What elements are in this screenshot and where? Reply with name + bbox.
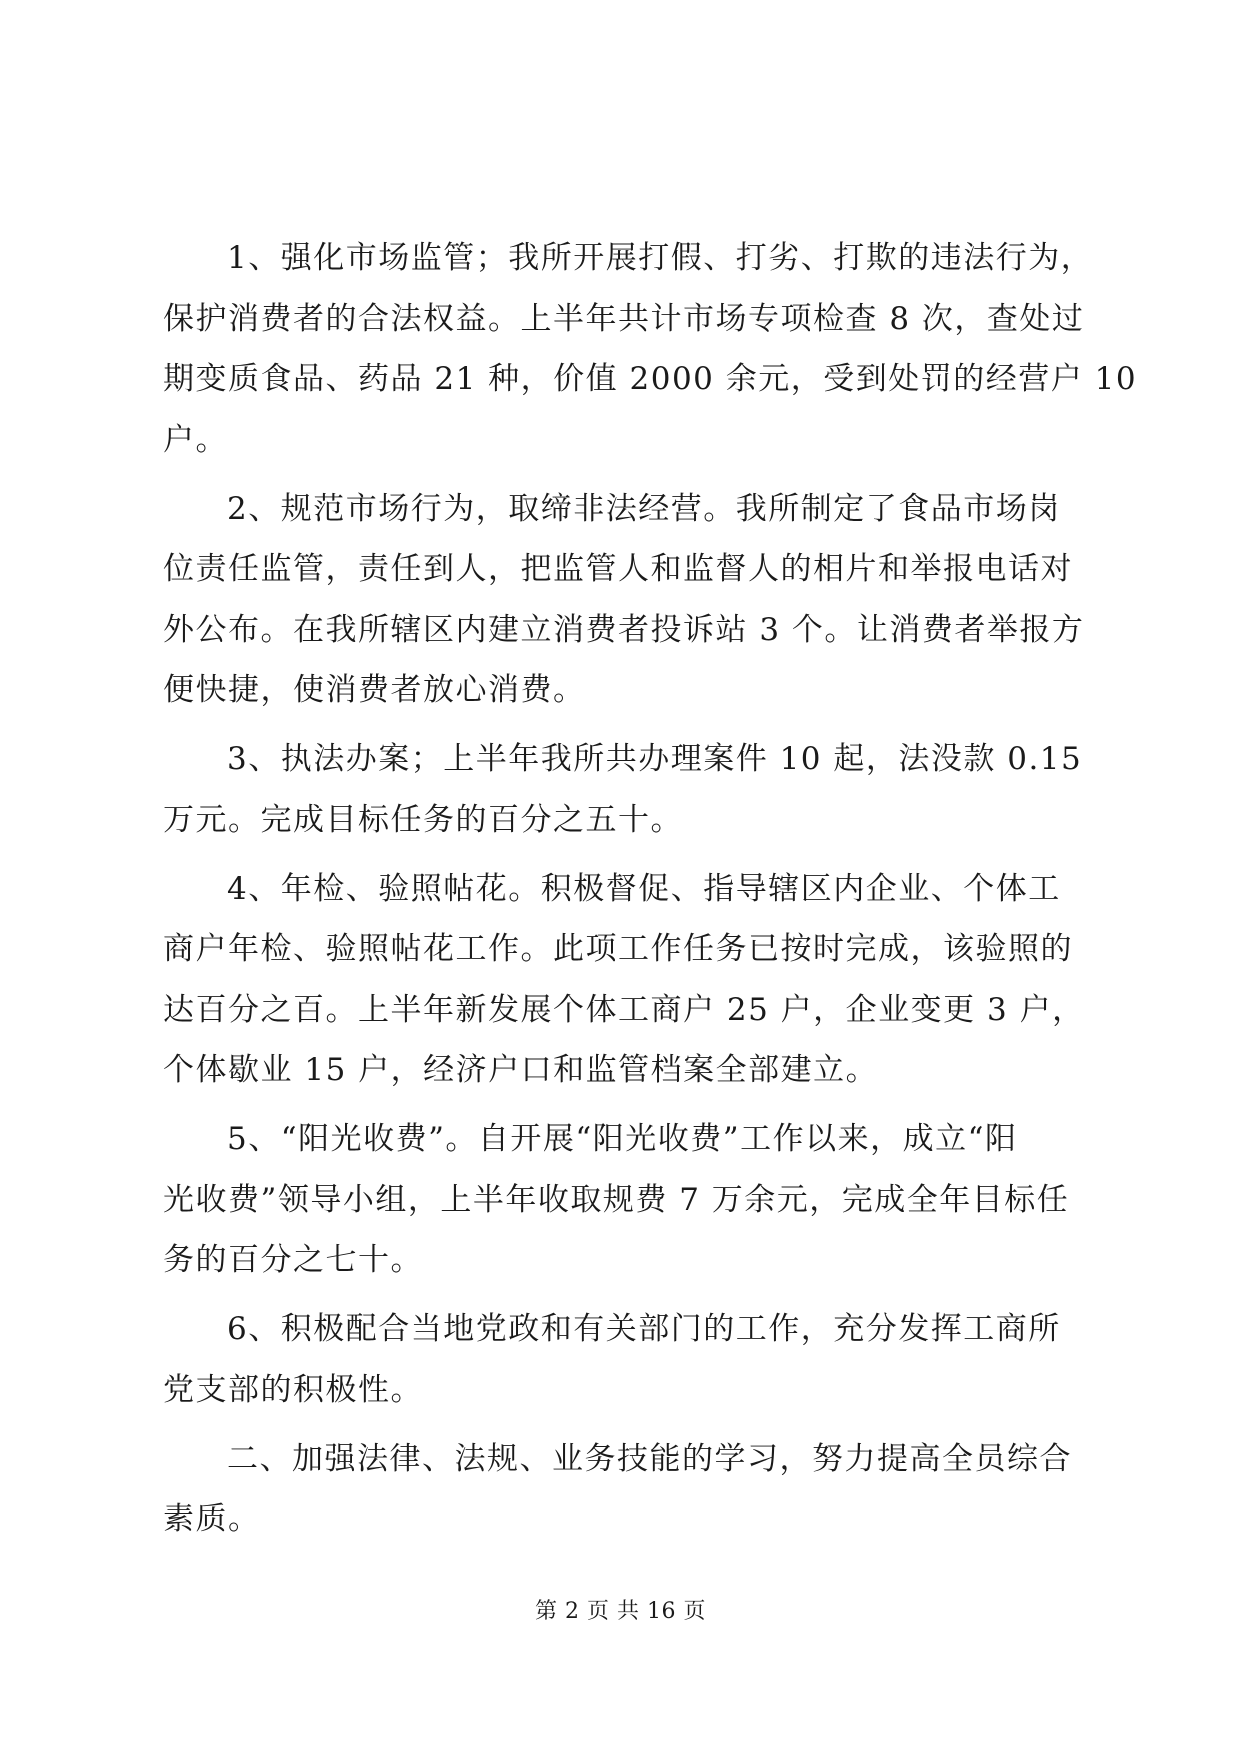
text-line: 1、强化市场监管；我所开展打假、打劣、打欺的违法行为， [227,240,1094,276]
text-line: 达百分之百。上半年新发展个体工商户 25 户，企业变更 3 户， [163,991,1085,1028]
text-line: 3、执法办案；上半年我所共办理案件 10 起，法没款 0.15 [227,741,1083,777]
text-line: 党支部的积极性。 [163,1371,423,1408]
paragraph-1 [163,228,1138,470]
text-line: 保护消费者的合法权益。上半年共计市场专项检查 8 次，查处过 [163,300,1085,337]
text-line: 5、“阳光收费”。自开展“阳光收费”工作以来，成立“阳 [227,1121,1018,1157]
paragraph-3 [163,729,1083,850]
text-line: 2、规范市场行为，取缔非法经营。我所制定了食品市场岗 [227,490,1061,527]
text-line: 素质。 [163,1501,261,1537]
text-line: 务的百分之七十。 [163,1242,423,1278]
text-line: 6、积极配合当地党政和有关部门的工作，充分发挥工商所 [227,1311,1061,1347]
paragraph-section-heading [163,1429,1083,1550]
text-line: 万元。完成目标任务的百分之五十。 [163,801,683,838]
text-line: 光收费”领导小组，上半年收取规费 7 万余元，完成全年目标任 [163,1181,1070,1218]
page-number-footer: 第 2 页 共 16 页 [535,1599,706,1624]
text-line: 户。 [163,421,228,458]
text-line: 商户年检、验照帖花工作。此项工作任务已按时完成，该验照的 [163,931,1073,967]
text-line: 4、年检、验照帖花。积极督促、指导辖区内企业、个体工 [227,870,1061,907]
paragraph-2 [163,479,1083,721]
text-line: 二、加强法律、法规、业务技能的学习，努力提高全员综合 [227,1440,1072,1477]
paragraph-5 [163,1109,1083,1291]
text-line: 外公布。在我所辖区内建立消费者投诉站 3 个。让消费者举报方 [163,611,1085,648]
text-line: 期变质食品、药品 21 种，价值 2000 余元，受到处罚的经营户 10 [163,361,1138,397]
text-line: 便快捷，使消费者放心消费。 [163,672,586,708]
text-line: 个体歇业 15 户，经济户口和监管档案全部建立。 [163,1052,879,1088]
text-line: 位责任监管，责任到人，把监管人和监督人的相片和举报电话对 [163,551,1073,587]
paragraph-6 [163,1299,1083,1420]
document-body [163,228,1138,1550]
paragraph-4 [163,859,1083,1101]
